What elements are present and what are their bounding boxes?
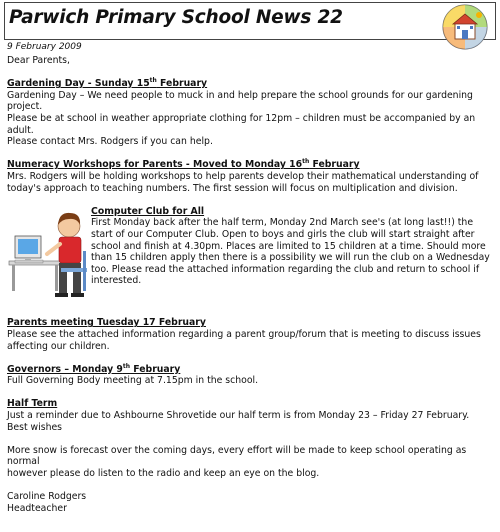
computer-club-line: than 15 children apply then there is a possibility we will run the club on a Wednesday bbox=[91, 252, 490, 264]
half-term-heading: Half Term bbox=[7, 398, 58, 410]
closing-line: however please do listen to the radio and keep an eye on the blog. bbox=[7, 468, 320, 480]
numeracy-line: Mrs. Rodgers will be holding workshops to help parents develop their mathematical understanding of bbox=[7, 170, 479, 182]
half-term-line: Best wishes bbox=[7, 421, 63, 433]
school-logo-icon bbox=[441, 3, 489, 51]
computer-club-line: First Monday back after the half term, Monday 2nd March see's (at long last!!) the bbox=[91, 217, 474, 229]
closing-line: More snow is forecast over the coming days, every effort will be made to keep school operating as normal bbox=[7, 444, 467, 468]
numeracy-heading: Numeracy Workshops for Parents - Moved to Monday 16th February bbox=[7, 158, 360, 171]
parents-meeting-line: affecting our children. bbox=[7, 340, 110, 352]
signature-role: Headteacher bbox=[7, 502, 67, 514]
gardening-line: Please contact Mrs. Rodgers if you can help. bbox=[7, 136, 213, 148]
computer-club-line: too. Please read the attached information regarding the club and return to school if bbox=[91, 263, 480, 275]
newsletter-title: Parwich Primary School News 22 bbox=[9, 7, 343, 28]
signature-name: Caroline Rodgers bbox=[7, 491, 87, 503]
parents-meeting-line: Please see the attached information regarding a parent group/forum that is meeting to discuss issues bbox=[7, 328, 481, 340]
parents-meeting-heading: Parents meeting Tuesday 17 February bbox=[7, 317, 206, 329]
computer-club-heading: Computer Club for All bbox=[91, 205, 205, 217]
newsletter-body bbox=[7, 55, 495, 514]
half-term-line: Just a reminder due to Ashbourne Shrovetide our half term is from Monday 23 – Friday 27 February. bbox=[7, 410, 470, 422]
computer-club-line: interested. bbox=[91, 275, 142, 287]
computer-club-line: start of our Computer Club. Open to boys and girls the club will start straight after bbox=[91, 228, 475, 240]
child-at-computer-icon bbox=[7, 206, 91, 306]
numeracy-line: today's approach to teaching numbers. The first session will focus on multiplication and division. bbox=[7, 182, 458, 194]
gardening-line: Please be at school in weather appropriate clothing for 12pm – children must be accompanied by an adult. bbox=[7, 112, 476, 136]
header-box bbox=[4, 2, 496, 40]
greeting: Dear Parents, bbox=[7, 55, 70, 66]
governors-heading: Governors – Monday 9th February bbox=[7, 362, 181, 375]
gardening-heading: Gardening Day - Sunday 15th February bbox=[7, 77, 208, 90]
newsletter-date: 9 February 2009 bbox=[7, 42, 82, 52]
computer-club-section bbox=[7, 206, 495, 306]
gardening-line: Gardening Day – We need people to muck in and help prepare the school grounds for our gardening project. bbox=[7, 89, 473, 113]
computer-club-line: school and finish at 4.30pm. Places are limited to 15 children at a time. Should more bbox=[91, 240, 486, 252]
governors-line: Full Governing Body meeting at 7.15pm in the school. bbox=[7, 375, 259, 387]
